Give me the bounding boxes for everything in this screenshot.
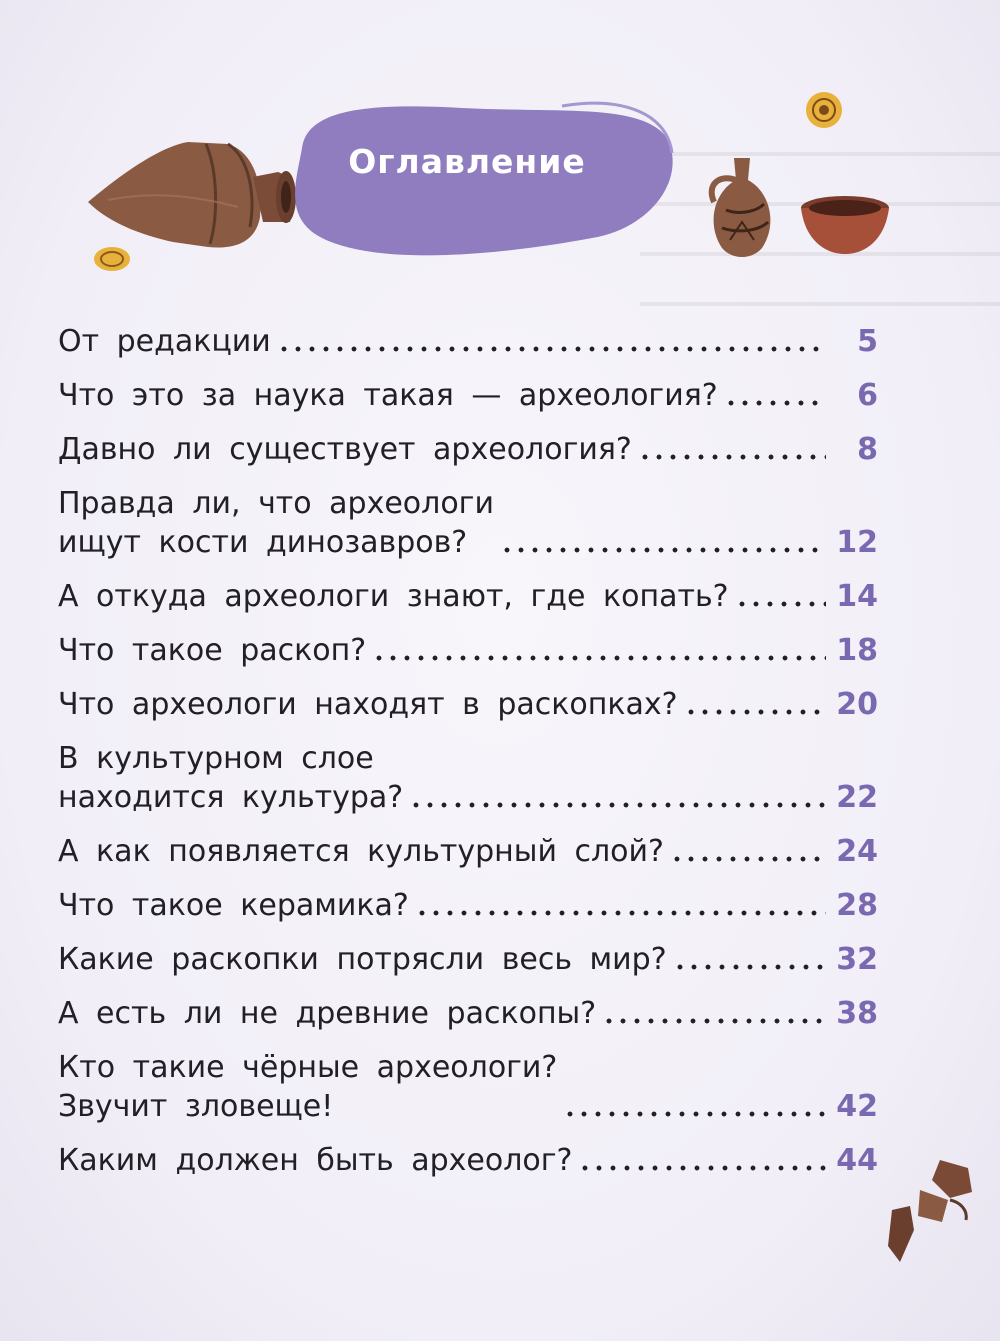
toc-entry[interactable]	[58, 484, 878, 562]
toc-page-number: 24	[836, 834, 878, 869]
toc-entry[interactable]	[58, 739, 878, 817]
toc-page-number: 18	[836, 633, 878, 668]
toc-page-number: 44	[836, 1143, 878, 1178]
dot-leader	[563, 1111, 826, 1117]
toc-entry[interactable]	[58, 685, 878, 724]
dot-leader	[372, 655, 826, 661]
toc-entry-label: В культурном слое находится культура?	[58, 741, 404, 815]
toc-entry[interactable]	[58, 631, 878, 670]
toc-entry[interactable]	[58, 940, 878, 979]
toc-entry[interactable]	[58, 1141, 878, 1180]
toc-entry-label: Какие раскопки потрясли весь мир?	[58, 942, 667, 977]
toc-page-number: 8	[857, 432, 878, 467]
toc-page-number: 12	[836, 525, 878, 560]
dot-leader	[638, 454, 826, 460]
toc-entry-label: Что такое раскоп?	[58, 633, 367, 668]
toc-entry[interactable]	[58, 886, 878, 925]
toc-page-number: 20	[836, 687, 878, 722]
toc-entry-label: А откуда археологи знают, где копать?	[58, 579, 729, 614]
toc-page-number: 38	[836, 996, 878, 1031]
dot-leader	[277, 346, 826, 352]
toc-page-number: 5	[857, 324, 878, 359]
dot-leader	[409, 802, 826, 808]
toc-entry[interactable]	[58, 994, 878, 1033]
toc-entry-label: Что такое керамика?	[58, 888, 409, 923]
toc-entry[interactable]	[58, 376, 878, 415]
page-title: Оглавление	[348, 142, 586, 181]
toc-entry[interactable]	[58, 577, 878, 616]
coin-icon	[90, 244, 134, 274]
toc-entry-label: Правда ли, что археологи ищут кости динозавров?	[58, 486, 494, 560]
dot-leader	[724, 400, 826, 406]
pottery-shards-icon	[880, 1150, 990, 1280]
toc-entry-label: А как появляется культурный слой?	[58, 834, 664, 869]
toc-entry[interactable]	[58, 1048, 878, 1126]
toc-entry[interactable]	[58, 430, 878, 469]
toc-entry-label: Кто такие чёрные археологи? Звучит зловеще!	[58, 1050, 558, 1124]
toc-page-number: 42	[836, 1089, 878, 1124]
dot-leader	[415, 910, 826, 916]
toc-entry-label: От редакции	[58, 324, 271, 359]
toc-entry[interactable]	[58, 832, 878, 871]
toc-entry-label: Каким должен быть археолог?	[58, 1143, 573, 1178]
coin-icon	[802, 88, 846, 132]
dot-leader	[684, 709, 826, 715]
toc-entry-label: Давно ли существует археология?	[58, 432, 632, 467]
toc-page-number: 32	[836, 942, 878, 977]
toc-entry-label: Что археологи находят в раскопках?	[58, 687, 678, 722]
toc-entry-label: Что это за наука такая — археология?	[58, 378, 718, 413]
table-of-contents	[58, 322, 878, 1195]
dot-leader	[735, 601, 826, 607]
clay-bowl-icon	[795, 190, 895, 260]
toc-page-number: 22	[836, 780, 878, 815]
dot-leader	[673, 964, 826, 970]
dot-leader	[500, 547, 826, 553]
toc-page-number: 14	[836, 579, 878, 614]
jug-icon	[692, 152, 792, 264]
dot-leader	[670, 856, 826, 862]
dot-leader	[602, 1018, 826, 1024]
toc-entry[interactable]	[58, 322, 878, 361]
dot-leader	[578, 1165, 826, 1171]
toc-page-number: 28	[836, 888, 878, 923]
toc-page-number: 6	[857, 378, 878, 413]
toc-entry-label: А есть ли не древние раскопы?	[58, 996, 597, 1031]
